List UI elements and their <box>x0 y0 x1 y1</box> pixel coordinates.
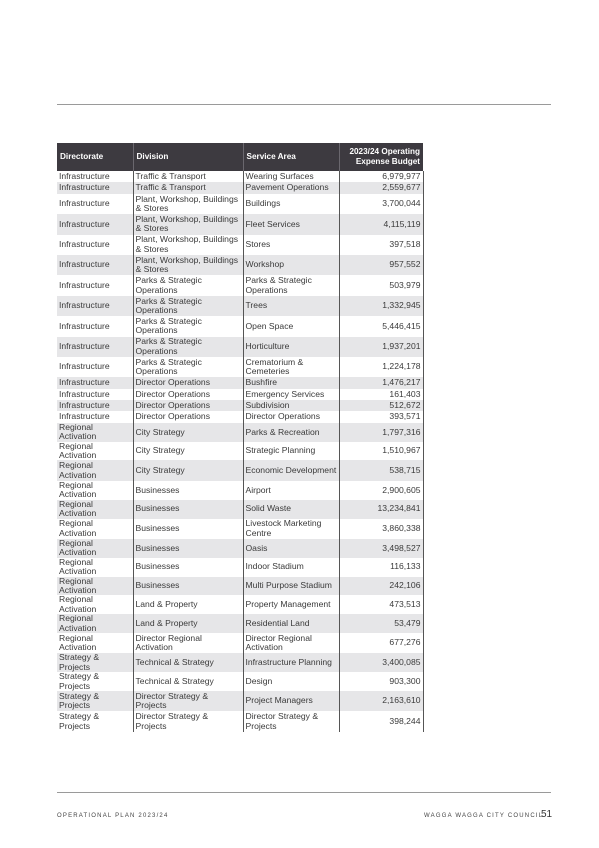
header-divider <box>57 104 551 105</box>
cell-budget: 3,700,044 <box>339 194 423 214</box>
cell-directorate: Regional Activation <box>57 558 133 577</box>
cell-service-area: Workshop <box>243 255 339 275</box>
cell-directorate: Regional Activation <box>57 577 133 596</box>
cell-budget: 4,115,119 <box>339 214 423 234</box>
footer-organisation-name: WAGGA WAGGA CITY COUNCIL <box>424 813 544 819</box>
cell-division: Parks & Strategic Operations <box>133 275 243 295</box>
cell-directorate: Regional Activation <box>57 423 133 442</box>
cell-budget: 242,106 <box>339 577 423 596</box>
cell-division: Parks & Strategic Operations <box>133 296 243 316</box>
cell-directorate: Infrastructure <box>57 411 133 422</box>
table-row <box>57 235 423 255</box>
table-row <box>57 171 423 182</box>
cell-directorate: Regional Activation <box>57 460 133 480</box>
table-row <box>57 672 423 691</box>
table-row <box>57 296 423 316</box>
cell-budget: 6,979,977 <box>339 171 423 182</box>
cell-division: Businesses <box>133 577 243 596</box>
table-row <box>57 316 423 336</box>
footer-divider <box>57 792 551 793</box>
cell-service-area: Pavement Operations <box>243 182 339 193</box>
cell-division: Plant, Workshop, Buildings & Stores <box>133 194 243 214</box>
table-row <box>57 653 423 672</box>
cell-service-area: Crematorium & Cemeteries <box>243 357 339 377</box>
table-row <box>57 481 423 500</box>
table-row <box>57 337 423 357</box>
cell-service-area: Stores <box>243 235 339 255</box>
cell-service-area: Fleet Services <box>243 214 339 234</box>
cell-division: Plant, Workshop, Buildings & Stores <box>133 214 243 234</box>
cell-budget: 503,979 <box>339 275 423 295</box>
cell-division: Businesses <box>133 500 243 519</box>
cell-directorate: Infrastructure <box>57 255 133 275</box>
cell-service-area: Residential Land <box>243 614 339 633</box>
cell-service-area: Trees <box>243 296 339 316</box>
cell-budget: 1,224,178 <box>339 357 423 377</box>
cell-division: Plant, Workshop, Buildings & Stores <box>133 235 243 255</box>
cell-directorate: Infrastructure <box>57 357 133 377</box>
cell-service-area: Horticulture <box>243 337 339 357</box>
cell-division: Parks & Strategic Operations <box>133 337 243 357</box>
cell-division: Director Operations <box>133 389 243 400</box>
cell-directorate: Regional Activation <box>57 519 133 539</box>
cell-budget: 393,571 <box>339 411 423 422</box>
cell-division: Businesses <box>133 519 243 539</box>
cell-directorate: Infrastructure <box>57 377 133 388</box>
cell-directorate: Strategy & Projects <box>57 691 133 711</box>
cell-service-area: Buildings <box>243 194 339 214</box>
cell-service-area: Oasis <box>243 539 339 558</box>
header-operating-expense-budget: 2023/24 Operating Expense Budget <box>339 143 423 171</box>
cell-service-area: Emergency Services <box>243 389 339 400</box>
cell-service-area: Livestock Marketing Centre <box>243 519 339 539</box>
cell-service-area: Open Space <box>243 316 339 336</box>
cell-division: Businesses <box>133 481 243 500</box>
cell-directorate: Regional Activation <box>57 595 133 614</box>
cell-service-area: Parks & Recreation <box>243 423 339 442</box>
cell-budget: 1,476,217 <box>339 377 423 388</box>
table-row <box>57 214 423 234</box>
cell-directorate: Infrastructure <box>57 316 133 336</box>
cell-budget: 1,332,945 <box>339 296 423 316</box>
cell-service-area: Director Operations <box>243 411 339 422</box>
table-row <box>57 255 423 275</box>
cell-service-area: Bushfire <box>243 377 339 388</box>
cell-division: City Strategy <box>133 460 243 480</box>
cell-budget: 473,513 <box>339 595 423 614</box>
table-row <box>57 519 423 539</box>
operating-budget-table <box>57 143 424 732</box>
table-row <box>57 275 423 295</box>
table-row <box>57 633 423 653</box>
cell-service-area: Solid Waste <box>243 500 339 519</box>
table-row <box>57 194 423 214</box>
cell-budget: 538,715 <box>339 460 423 480</box>
cell-budget: 398,244 <box>339 711 423 731</box>
table-row <box>57 711 423 731</box>
cell-directorate: Infrastructure <box>57 235 133 255</box>
cell-directorate: Infrastructure <box>57 400 133 411</box>
table-body <box>57 171 423 732</box>
footer-document-title: OPERATIONAL PLAN 2023/24 <box>57 813 169 819</box>
cell-directorate: Regional Activation <box>57 442 133 461</box>
cell-service-area: Project Managers <box>243 691 339 711</box>
cell-directorate: Infrastructure <box>57 182 133 193</box>
cell-budget: 2,900,605 <box>339 481 423 500</box>
cell-directorate: Regional Activation <box>57 539 133 558</box>
cell-budget: 53,479 <box>339 614 423 633</box>
cell-directorate: Regional Activation <box>57 500 133 519</box>
cell-directorate: Strategy & Projects <box>57 711 133 731</box>
cell-directorate: Infrastructure <box>57 389 133 400</box>
cell-division: Parks & Strategic Operations <box>133 316 243 336</box>
cell-budget: 2,559,677 <box>339 182 423 193</box>
cell-budget: 3,400,085 <box>339 653 423 672</box>
header-service-area: Service Area <box>243 143 339 171</box>
table-row <box>57 357 423 377</box>
table-row <box>57 400 423 411</box>
cell-service-area: Multi Purpose Stadium <box>243 577 339 596</box>
cell-budget: 13,234,841 <box>339 500 423 519</box>
cell-directorate: Infrastructure <box>57 171 133 182</box>
cell-division: Businesses <box>133 539 243 558</box>
cell-division: Land & Property <box>133 614 243 633</box>
cell-division: Director Operations <box>133 377 243 388</box>
cell-division: Businesses <box>133 558 243 577</box>
cell-service-area: Strategic Planning <box>243 442 339 461</box>
cell-service-area: Subdivision <box>243 400 339 411</box>
cell-service-area: Infrastructure Planning <box>243 653 339 672</box>
table-row <box>57 423 423 442</box>
cell-budget: 116,133 <box>339 558 423 577</box>
table-row <box>57 442 423 461</box>
cell-directorate: Infrastructure <box>57 275 133 295</box>
page-number: 51 <box>541 809 553 820</box>
table-row <box>57 558 423 577</box>
table-row <box>57 377 423 388</box>
cell-service-area: Wearing Surfaces <box>243 171 339 182</box>
cell-division: Director Strategy & Projects <box>133 691 243 711</box>
cell-service-area: Economic Development <box>243 460 339 480</box>
cell-budget: 161,403 <box>339 389 423 400</box>
cell-division: Land & Property <box>133 595 243 614</box>
cell-service-area: Design <box>243 672 339 691</box>
table-row <box>57 411 423 422</box>
cell-budget: 1,510,967 <box>339 442 423 461</box>
cell-division: Director Strategy & Projects <box>133 711 243 731</box>
header-division: Division <box>133 143 243 171</box>
cell-division: Technical & Strategy <box>133 672 243 691</box>
cell-budget: 677,276 <box>339 633 423 653</box>
cell-service-area: Director Strategy & Projects <box>243 711 339 731</box>
cell-directorate: Regional Activation <box>57 633 133 653</box>
cell-budget: 397,518 <box>339 235 423 255</box>
table-row <box>57 691 423 711</box>
cell-budget: 2,163,610 <box>339 691 423 711</box>
table-header-row <box>57 143 423 171</box>
cell-division: Director Operations <box>133 400 243 411</box>
cell-division: Plant, Workshop, Buildings & Stores <box>133 255 243 275</box>
table-row <box>57 577 423 596</box>
table-row <box>57 182 423 193</box>
cell-budget: 5,446,415 <box>339 316 423 336</box>
table-row <box>57 500 423 519</box>
cell-division: Technical & Strategy <box>133 653 243 672</box>
cell-budget: 3,498,527 <box>339 539 423 558</box>
cell-division: City Strategy <box>133 442 243 461</box>
cell-budget: 3,860,338 <box>339 519 423 539</box>
table-row <box>57 595 423 614</box>
cell-service-area: Indoor Stadium <box>243 558 339 577</box>
cell-directorate: Strategy & Projects <box>57 672 133 691</box>
cell-service-area: Airport <box>243 481 339 500</box>
table-row <box>57 389 423 400</box>
cell-directorate: Regional Activation <box>57 614 133 633</box>
cell-directorate: Strategy & Projects <box>57 653 133 672</box>
cell-division: Traffic & Transport <box>133 171 243 182</box>
table-row <box>57 460 423 480</box>
table-row <box>57 539 423 558</box>
cell-service-area: Parks & Strategic Operations <box>243 275 339 295</box>
cell-budget: 903,300 <box>339 672 423 691</box>
cell-division: Director Regional Activation <box>133 633 243 653</box>
cell-division: City Strategy <box>133 423 243 442</box>
cell-division: Parks & Strategic Operations <box>133 357 243 377</box>
cell-service-area: Director Regional Activation <box>243 633 339 653</box>
cell-directorate: Infrastructure <box>57 337 133 357</box>
cell-budget: 512,672 <box>339 400 423 411</box>
cell-directorate: Regional Activation <box>57 481 133 500</box>
cell-directorate: Infrastructure <box>57 214 133 234</box>
cell-division: Traffic & Transport <box>133 182 243 193</box>
cell-directorate: Infrastructure <box>57 194 133 214</box>
cell-budget: 957,552 <box>339 255 423 275</box>
cell-division: Director Operations <box>133 411 243 422</box>
table-row <box>57 614 423 633</box>
header-directorate: Directorate <box>57 143 133 171</box>
cell-service-area: Property Management <box>243 595 339 614</box>
cell-budget: 1,797,316 <box>339 423 423 442</box>
cell-directorate: Infrastructure <box>57 296 133 316</box>
cell-budget: 1,937,201 <box>339 337 423 357</box>
